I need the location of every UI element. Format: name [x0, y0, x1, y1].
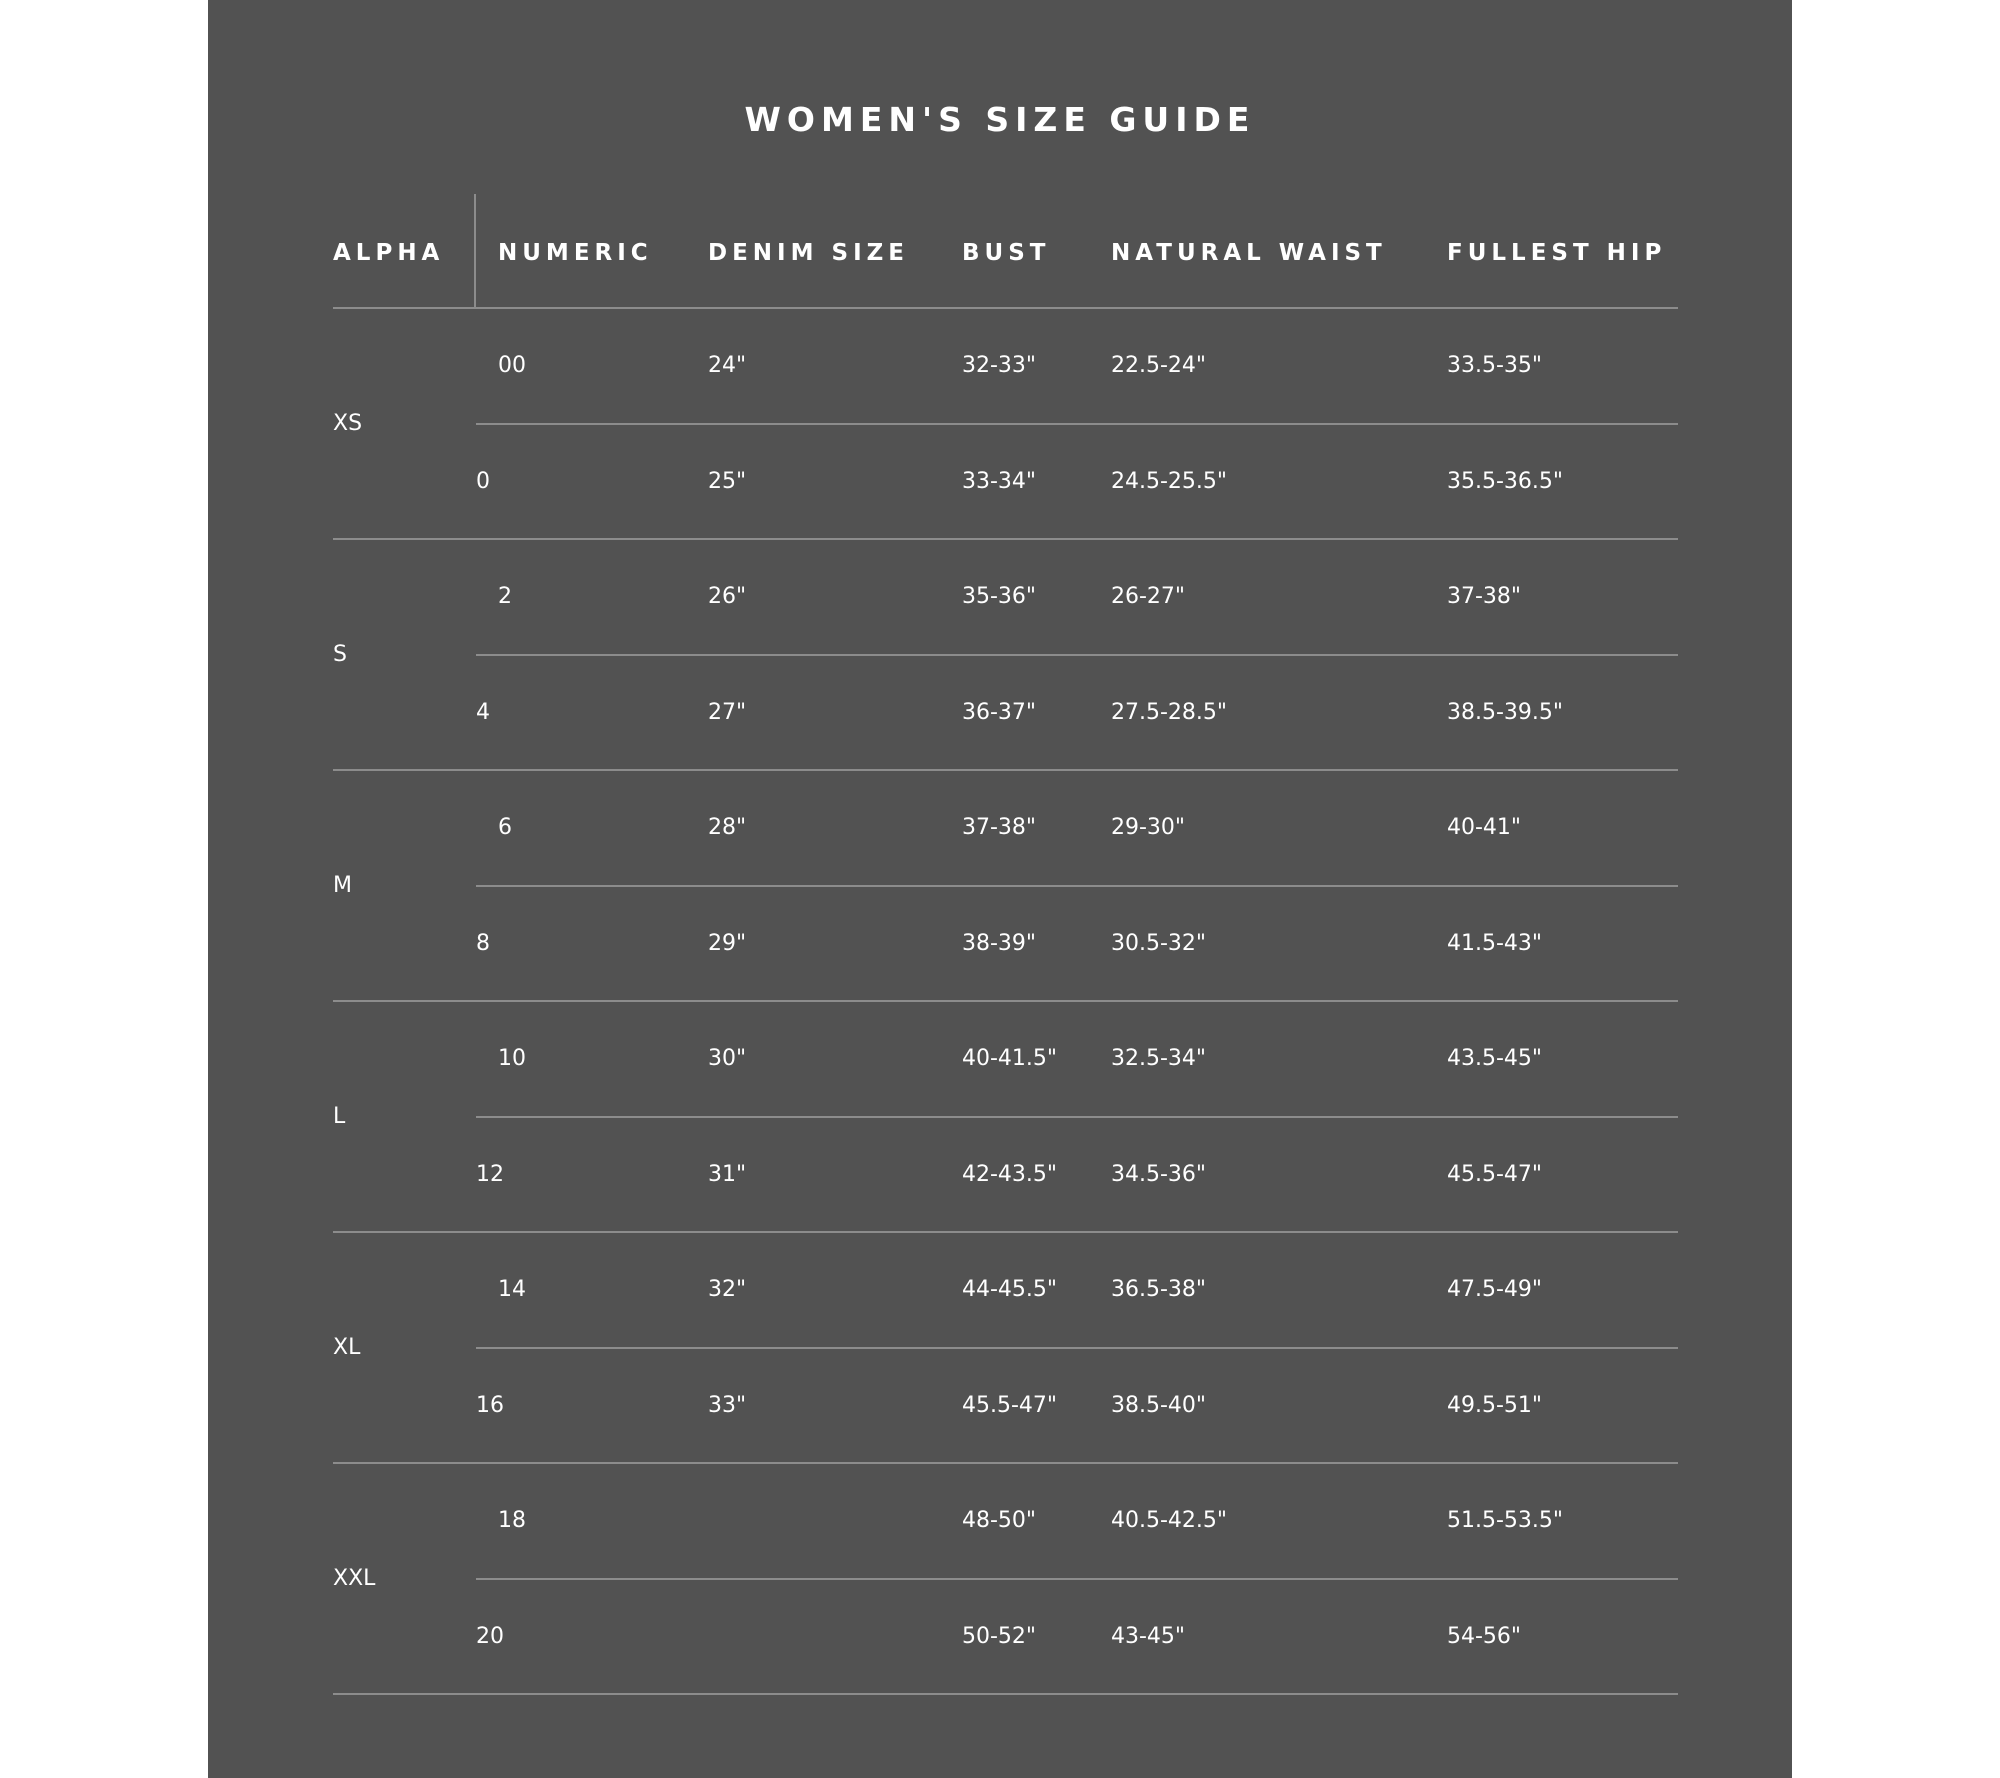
- fullest-hip-measurement: 35.5-36.5": [1447, 469, 1564, 494]
- header-fullest-hip: FULLEST HIP: [1447, 240, 1667, 266]
- denim-size: 33": [708, 1393, 747, 1418]
- fullest-hip-measurement: 38.5-39.5": [1447, 700, 1564, 725]
- row-divider: [476, 1116, 1678, 1118]
- numeric-size: 2: [498, 584, 512, 609]
- alpha-size-label: M: [333, 873, 352, 898]
- natural-waist-measurement: 27.5-28.5": [1111, 700, 1228, 725]
- group-divider: [333, 538, 1678, 540]
- fullest-hip-measurement: 33.5-35": [1447, 353, 1543, 378]
- bust-measurement: 40-41.5": [962, 1046, 1058, 1071]
- numeric-size: 20: [476, 1624, 504, 1649]
- bust-measurement: 44-45.5": [962, 1277, 1058, 1302]
- denim-size: 28": [708, 815, 747, 840]
- natural-waist-measurement: 36.5-38": [1111, 1277, 1207, 1302]
- bust-measurement: 38-39": [962, 931, 1037, 956]
- numeric-size: 14: [498, 1277, 526, 1302]
- group-divider: [333, 1231, 1678, 1233]
- denim-size: 26": [708, 584, 747, 609]
- numeric-size: 10: [498, 1046, 526, 1071]
- numeric-size: 00: [498, 353, 526, 378]
- bust-measurement: 42-43.5": [962, 1162, 1058, 1187]
- denim-size: 25": [708, 469, 747, 494]
- natural-waist-measurement: 30.5-32": [1111, 931, 1207, 956]
- row-divider: [476, 1578, 1678, 1580]
- natural-waist-measurement: 43-45": [1111, 1624, 1186, 1649]
- bust-measurement: 50-52": [962, 1624, 1037, 1649]
- header-alpha: ALPHA: [333, 240, 445, 266]
- numeric-size: 8: [476, 931, 490, 956]
- natural-waist-measurement: 29-30": [1111, 815, 1186, 840]
- bust-measurement: 32-33": [962, 353, 1037, 378]
- natural-waist-measurement: 24.5-25.5": [1111, 469, 1228, 494]
- header-divider-vertical: [474, 194, 476, 308]
- alpha-size-label: XS: [333, 411, 363, 436]
- fullest-hip-measurement: 54-56": [1447, 1624, 1522, 1649]
- natural-waist-measurement: 34.5-36": [1111, 1162, 1207, 1187]
- denim-size: 32": [708, 1277, 747, 1302]
- row-divider: [476, 654, 1678, 656]
- denim-size: 27": [708, 700, 747, 725]
- group-divider: [333, 1693, 1678, 1695]
- header-bust: BUST: [962, 240, 1051, 266]
- alpha-size-label: XL: [333, 1335, 361, 1360]
- numeric-size: 0: [476, 469, 490, 494]
- natural-waist-measurement: 22.5-24": [1111, 353, 1207, 378]
- page-title: WOMEN'S SIZE GUIDE: [744, 100, 1256, 139]
- fullest-hip-measurement: 51.5-53.5": [1447, 1508, 1564, 1533]
- fullest-hip-measurement: 37-38": [1447, 584, 1522, 609]
- numeric-size: 16: [476, 1393, 504, 1418]
- natural-waist-measurement: 38.5-40": [1111, 1393, 1207, 1418]
- bust-measurement: 45.5-47": [962, 1393, 1058, 1418]
- row-divider: [476, 1347, 1678, 1349]
- denim-size: 31": [708, 1162, 747, 1187]
- bust-measurement: 36-37": [962, 700, 1037, 725]
- size-guide-panel: [208, 0, 1792, 1778]
- numeric-size: 18: [498, 1508, 526, 1533]
- header-denim-size: DENIM SIZE: [708, 240, 910, 266]
- alpha-size-label: L: [333, 1104, 346, 1129]
- bust-measurement: 33-34": [962, 469, 1037, 494]
- bust-measurement: 48-50": [962, 1508, 1037, 1533]
- bust-measurement: 37-38": [962, 815, 1037, 840]
- numeric-size: 12: [476, 1162, 504, 1187]
- group-divider: [333, 769, 1678, 771]
- denim-size: 24": [708, 353, 747, 378]
- natural-waist-measurement: 32.5-34": [1111, 1046, 1207, 1071]
- header-rule: [333, 307, 1678, 309]
- fullest-hip-measurement: 49.5-51": [1447, 1393, 1543, 1418]
- alpha-size-label: XXL: [333, 1566, 376, 1591]
- fullest-hip-measurement: 40-41": [1447, 815, 1522, 840]
- numeric-size: 4: [476, 700, 490, 725]
- header-natural-waist: NATURAL WAIST: [1111, 240, 1387, 266]
- fullest-hip-measurement: 41.5-43": [1447, 931, 1543, 956]
- fullest-hip-measurement: 45.5-47": [1447, 1162, 1543, 1187]
- row-divider: [476, 423, 1678, 425]
- denim-size: 29": [708, 931, 747, 956]
- group-divider: [333, 1000, 1678, 1002]
- bust-measurement: 35-36": [962, 584, 1037, 609]
- natural-waist-measurement: 40.5-42.5": [1111, 1508, 1228, 1533]
- fullest-hip-measurement: 43.5-45": [1447, 1046, 1543, 1071]
- fullest-hip-measurement: 47.5-49": [1447, 1277, 1543, 1302]
- denim-size: 30": [708, 1046, 747, 1071]
- numeric-size: 6: [498, 815, 512, 840]
- group-divider: [333, 1462, 1678, 1464]
- header-numeric: NUMERIC: [498, 240, 653, 266]
- natural-waist-measurement: 26-27": [1111, 584, 1186, 609]
- alpha-size-label: S: [333, 642, 347, 667]
- row-divider: [476, 885, 1678, 887]
